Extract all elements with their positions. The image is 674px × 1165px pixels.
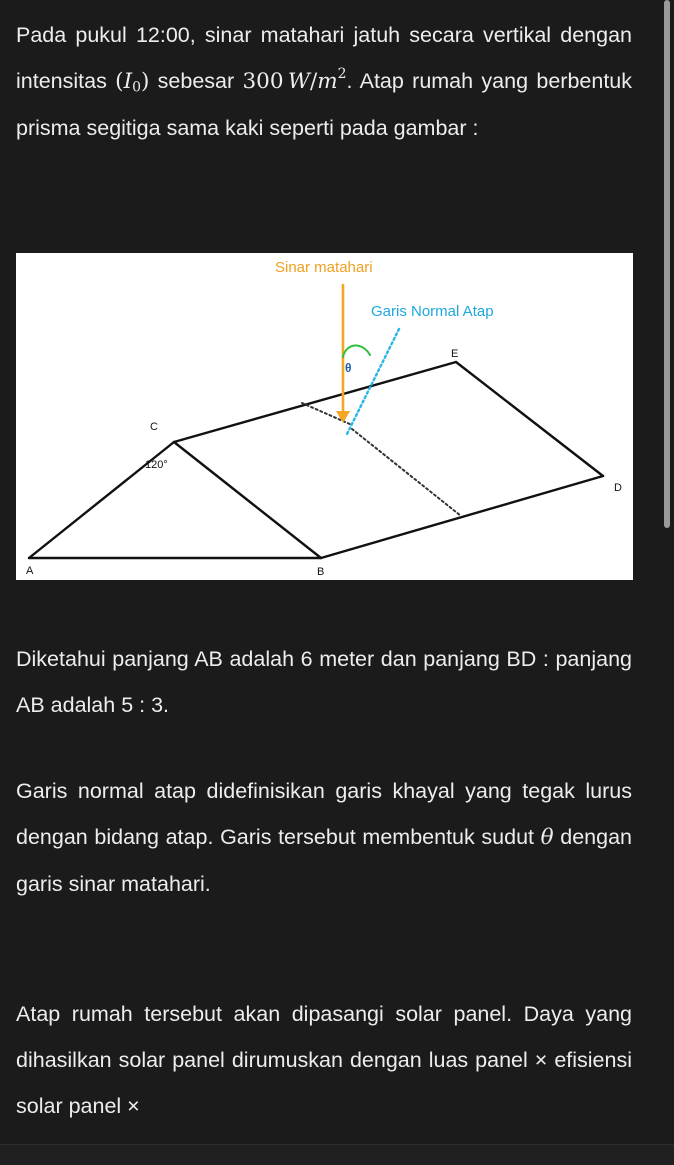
scrollbar-thumb[interactable] (664, 0, 670, 528)
roof-prism-diagram (16, 253, 633, 580)
intro-text-part3: . Atap rumah yang berbentuk prisma segitiga sama kaki seperti pada gambar : (16, 69, 633, 140)
edge-ed (456, 362, 603, 476)
paragraph-intro (16, 12, 632, 151)
scrollbar[interactable] (664, 0, 670, 1165)
theta-symbol: θ (540, 825, 554, 850)
label-garis-normal: Garis Normal Atap (371, 303, 494, 320)
label-theta: θ (345, 361, 352, 375)
solar-panel-text: Atap rumah tersebut akan dipasangi solar panel. Daya yang dihasilkan solar panel dirumuskan dengan luas panel × efisiensi solar panel × (16, 1002, 632, 1118)
edge-cb (174, 442, 321, 558)
dotted-line-bottom (352, 429, 461, 516)
edge-bd (321, 476, 603, 558)
paragraph-given-lengths (16, 636, 632, 728)
edge-ce (174, 362, 456, 442)
intensity-value: 300 $W/m^2$ (242, 66, 347, 94)
intensity-symbol: $(I_0)$ (115, 69, 150, 96)
label-c: C (150, 421, 158, 433)
intro-text-part1: Pada pukul 12:00, sinar matahari jatuh secara vertikal dengan intensitas (16, 23, 632, 93)
label-d: D (614, 482, 622, 494)
paragraph-normal-definition (16, 768, 632, 907)
given-lengths-text: Diketahui panjang AB adalah 6 meter dan panjang BD : panjang AB adalah 5 : 3. (16, 647, 632, 717)
bottom-bar (0, 1144, 674, 1165)
paragraph-solar-panel (16, 991, 632, 1129)
label-e: E (451, 348, 459, 360)
normal-definition-part2: dengan garis sinar matahari. (16, 825, 633, 896)
label-sinar-matahari: Sinar matahari (275, 259, 373, 276)
label-b: B (317, 566, 325, 578)
sun-ray-arrowhead (336, 411, 350, 423)
normal-definition-part1: Garis normal atap didefinisikan garis khayal yang tegak lurus dengan bidang atap. Garis tersebut membentuk sudut (16, 779, 632, 849)
label-a: A (26, 565, 34, 577)
theta-angle-arc (343, 345, 370, 357)
intro-text-part2: sebesar (149, 69, 243, 93)
label-angle-120: 120° (145, 459, 168, 471)
